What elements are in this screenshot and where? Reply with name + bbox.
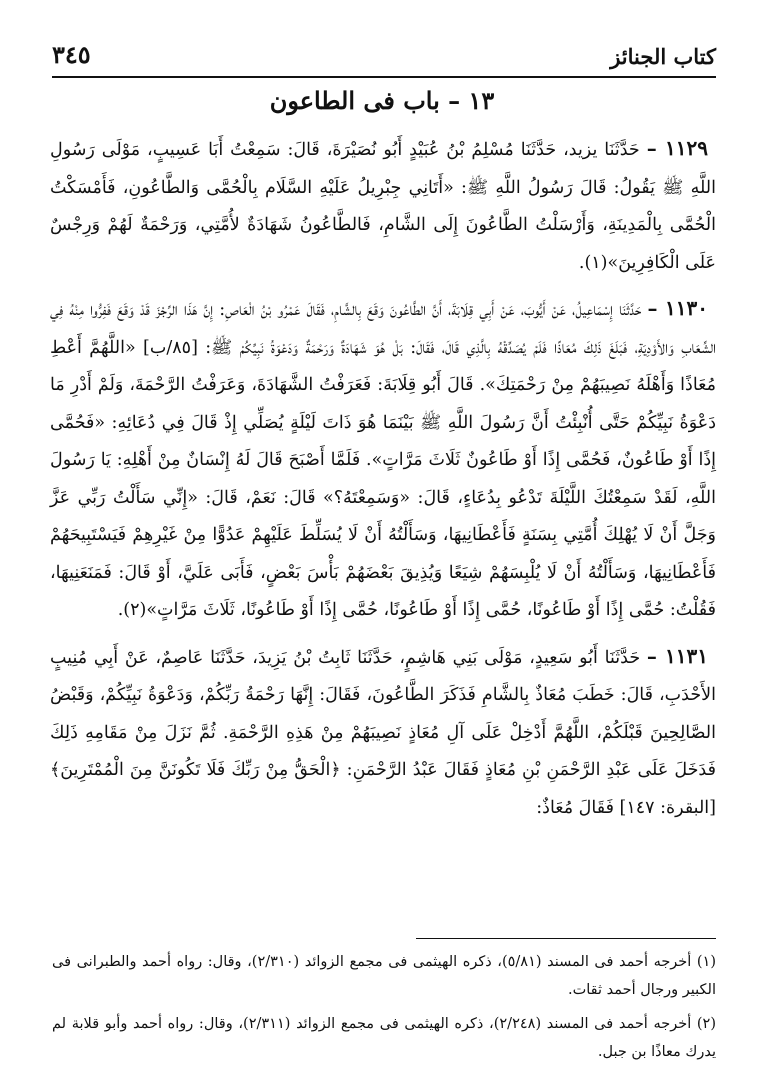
footnote: (٢) أخرجه أحمد فى المسند (٢/٢٤٨)، ذكره الهيثمى فى مجمع الزوائد (٢/٣١١)، وقال: رواه أحمد وأبو قلابة لم يدرك معاذًا بن جبل. <box>52 1016 717 1060</box>
footnote-separator <box>416 938 716 939</box>
hadith-paragraph <box>50 638 716 828</box>
hadith-text: حَدَّثَنَا يزيد، حَدَّثَنَا مُسْلِمُ بْنُ عُبَيْدٍ أَبُو نُصَيْرَةَ، قَالَ: سَمِعْتُ أَبَا عَسِيبٍ، مَوْلَى رَسُولِ اللَّهِ ﷺ يَقُولُ: قَالَ رَسُولُ اللَّهِ ﷺ: «أَتَانِي جِبْرِيلُ عَلَيْهِ السَّلَام بِالْحُمَّى وَالطَّاعُونِ، فَأَمْسَكْتُ الْحُمَّى بِالْمَدِينَةِ، وَأَرْسَلْتُ الطَّاعُونَ إِلَى الشَّامِ، فَالطَّاعُونُ شَهَادَةٌ لأُمَّتِي، وَرَحْمَةٌ لَهُمْ وَرِجْسٌ عَلَى الْكَافِرِينَ»(١). <box>50 140 716 273</box>
chapter-title: ١٣ – باب فى الطاعون <box>269 86 495 115</box>
footnote: (١) أخرجه أحمد فى المسند (٥/٨١)، ذكره الهيثمى فى مجمع الزوائد (٢/٣١٠)، وقال: رواه أحمد والطبرانى فى الكبير ورجال أحمد ثقات. <box>52 954 716 998</box>
body-text <box>50 130 716 827</box>
hadith-number: ١١٣١ – <box>646 643 708 668</box>
hadith-paragraph <box>50 290 716 630</box>
page-number: ٣٤٥ <box>52 40 91 69</box>
running-head <box>52 36 716 76</box>
hadith-text: حَدَّثَنَا أَبُو سَعِيدٍ، مَوْلَى بَنِي هَاشِمٍ، حَدَّثَنَا ثَابِتُ بْنُ يَزِيدَ، حَدَّثَنَا عَاصِمٌ، عَنْ أَبِي مُنِيبٍ الأَحْدَبِ، قَالَ: خَطَبَ مُعَاذٌ بِالشَّامِ فَذَكَرَ الطَّاعُونَ، فَقَالَ: إِنَّهَا رَحْمَةُ رَبِّكُمْ، وَدَعْوَةُ نَبِيِّكُمْ، وَقَبْضُ الصَّالِحِينَ قَبْلَكُمْ، اللَّهُمَّ أَدْخِلْ عَلَى آلِ مُعَاذٍ نَصِيبَهُمْ مِنْ هَذِهِ الرَّحْمَةِ. ثُمَّ نَزَلَ مِنْ مَقَامِهِ ذَلِكَ فَدَخَلَ عَلَى عَبْدِ الرَّحْمَنِ بْنِ مُعَاذٍ فَقَالَ عَبْدُ الرَّحْمَنِ: ﴿الْحَقُّ مِنْ رَبِّكَ فَلَا تَكُونَنَّ مِنَ الْمُمْتَرِينَ﴾ [البقرة: ١٤٧] فَقَالَ مُعَاذٌ: <box>50 647 716 818</box>
footnotes <box>52 948 716 1072</box>
hadith-number: ١١٣٠ – <box>647 296 708 320</box>
hadith-text: حَدَّثَنَا إِسْمَاعِيلُ، عَنْ أَيُّوبَ، عَنْ أَبِي قِلَابَةَ، أَنَّ الطَّاعُونَ وَقَعَ بِالشَّامِ، فَقَالَ عَمْرُو بْنُ الْعَاصِ: إِنَّ هَذَا الرِّجْزَ قَدْ وَقَعَ فَفِرُّوا مِنْهُ فِي الشِّعَابِ وَالأَوْدِيَةِ، فَبَلَغَ ذَلِكَ مُعَاذًا فَلَمْ يُصَدِّقْهُ بِالَّذِي قَالَ، فَقَالَ: بَلْ هُوَ شَهَادَةٌ وَرَحْمَةٌ وَدَعْوَةُ نَبِيِّكُمْ ﷺ: [٨٥/ب] «اللَّهُمَّ أَعْطِ مُعَاذًا وَأَهْلَهُ نَصِيبَهُمْ مِنْ رَحْمَتِكَ». قَالَ أَبُو قِلَابَةَ: فَعَرَفْتُ الشَّهَادَةَ، وَعَرَفْتُ الرَّحْمَةَ، وَلَمْ أَدْرِ مَا دَعْوَةُ نَبِيِّكُمْ حَتَّى أُنْبِئْتُ أَنَّ رَسُولَ اللَّهِ ﷺ بَيْنَمَا هُوَ ذَاتَ لَيْلَةٍ يُصَلِّي إِذْ قَالَ فِي دُعَائِهِ: «فَحُمَّى إِذًا أَوْ طَاعُونٌ، فَحُمَّى إِذًا أَوْ طَاعُونٌ ثَلَاثَ مَرَّاتٍ». فَلَمَّا أَصْبَحَ قَالَ لَهُ إِنْسَانٌ مِنْ أَهْلِهِ: يَا رَسُولَ اللَّهِ، لَقَدْ سَمِعْتُكَ اللَّيْلَةَ تَدْعُو بِدُعَاءٍ، قَالَ: «وَسَمِعْتَهُ؟» قَالَ: نَعَمْ، قَالَ: «إِنِّي سَأَلْتُ رَبِّي عَزَّ وَجَلَّ أَنْ لَا يُهْلِكَ أُمَّتِي بِسَنَةٍ فَأَعْطَانِيهَا، وَسَأَلْتُهُ أَنْ لَا يُسَلِّطَ عَلَيْهِمْ عَدُوًّا مِنْ غَيْرِهِمْ فَيَسْتَبِيحَهُمْ فَأَعْطَانِيهَا، وَسَأَلْتُهُ أَنْ لَا يُلْبِسَهُمْ شِيَعًا وَيُذِيقَ بَعْضَهُمْ بَأْسَ بَعْضٍ، فَأَبَى عَلَيَّ، أَوْ قَالَ: فَمَنَعَنِيهَا، فَقُلْتُ: حُمَّى إِذًا أَوْ طَاعُونًا، حُمَّى إِذًا أَوْ طَاعُونًا، حُمَّى إِذًا أَوْ طَاعُونًا، ثَلَاثَ مَرَّاتٍ»(٢). <box>50 300 716 620</box>
header-rule <box>52 76 716 78</box>
book-title: كتاب الجنائز <box>610 44 716 69</box>
hadith-number: ١١٢٩ – <box>646 136 708 160</box>
hadith-paragraph <box>50 130 716 282</box>
